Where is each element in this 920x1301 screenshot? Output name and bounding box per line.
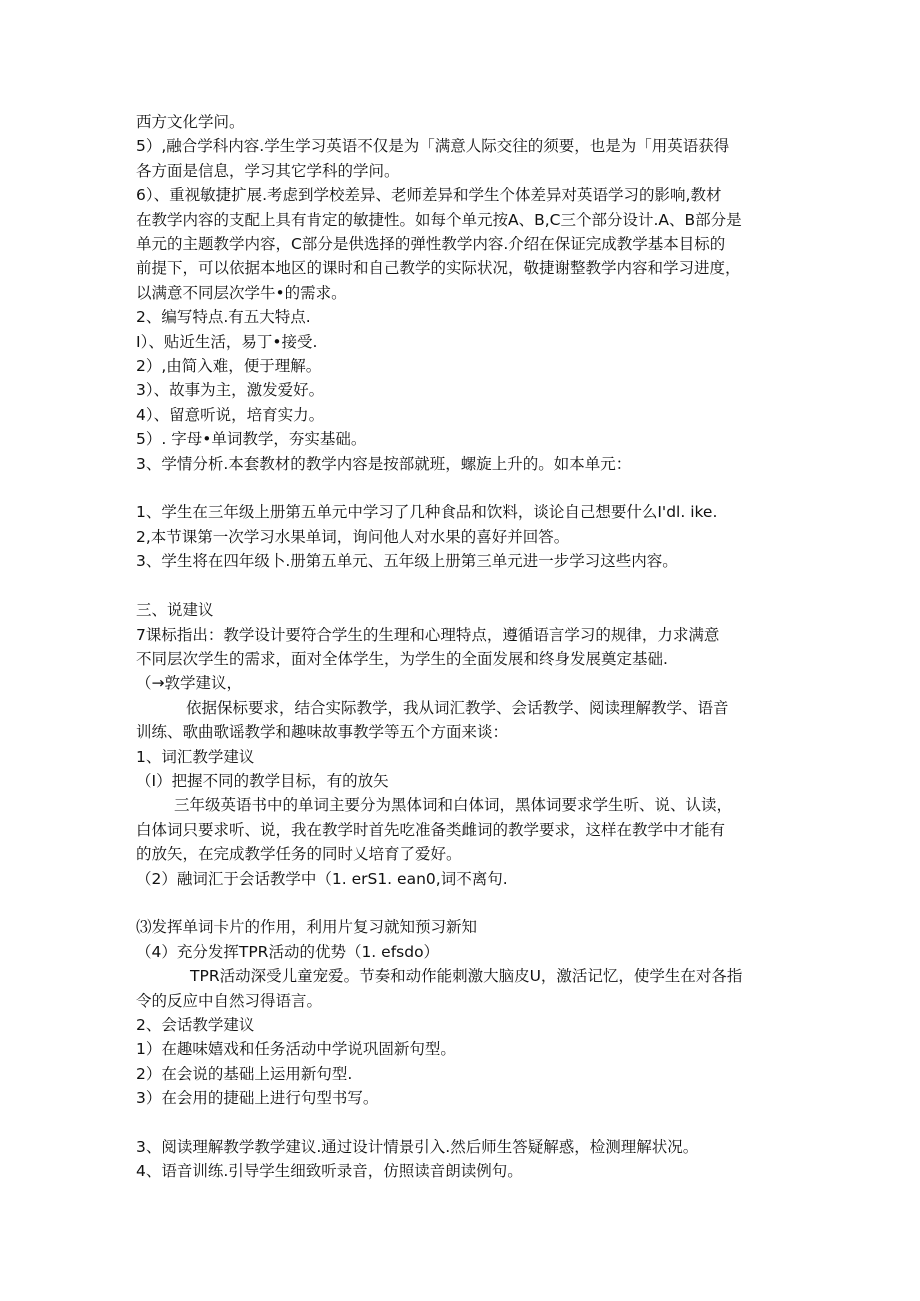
blank-line: [136, 1111, 796, 1135]
section-heading: 2、编写特点.有五大特点.: [136, 308, 311, 327]
text-line: 单元的主题教学内容，C部分是供选择的弹性教学内容.介绍在保证完成教学基本目标的: [136, 235, 726, 254]
blank-line: [136, 574, 796, 598]
text-line: 训练、歌曲歌谣教学和趣味故事教学等五个方面来谈：: [136, 723, 509, 742]
list-item: 2）,由简入难，便于理解。: [136, 357, 322, 376]
list-item: 4）、留意听说，培育实力。: [136, 405, 325, 424]
list-item: 5）. 字母•单词教学，夯实基础。: [136, 430, 367, 449]
section-heading: 1、词汇教学建议: [136, 747, 255, 766]
text-line: 西方文化学问。: [136, 113, 245, 131]
blank-line: [136, 476, 796, 500]
text-line: 的放矢，在完成教学任务的同时乂培育了爱好。: [136, 845, 462, 864]
subsection-heading: （→敦学建议，: [136, 674, 242, 693]
section-title: 三、说建议: [136, 601, 214, 620]
list-item: （4）充分发挥TPR活动的优势（1. efsdo）: [136, 942, 440, 961]
list-item: 2）在会说的基础上运用新句型.: [136, 1064, 353, 1083]
text-line: 在教学内容的支配上具有肯定的敏捷性。如每个单元按A、B,C三个部分设计.A、B部分是: [136, 210, 742, 229]
text-line: 依据保标要求，结合实际教学，我从词汇教学、会话教学、阅读理解教学、语音: [186, 698, 729, 717]
section-heading: 2、会话教学建议: [136, 1015, 255, 1034]
text-line: 各方面是信息，学习其它学科的学问。: [136, 161, 400, 180]
list-item: 1）在趣味嬉戏和任务活动中学说巩固新句型。: [136, 1040, 456, 1059]
text-line: 白体词只要求听、说，我在教学时首先吃准备类雌词的教学要求，这样在教学中才能有: [136, 820, 726, 839]
list-item: 3）在会用的捷础上进行句型书写。: [136, 1089, 379, 1108]
list-item: 3）、故事为主，激发爱好。: [136, 381, 325, 400]
list-item: 2,本节课第一次学习水果单词，询问他人对水果的喜好并回答。: [136, 527, 570, 546]
list-item: 1、学生在三年级上册第五单元中学习了几种食品和饮料，谈论自己想要什么I'dl. ike.: [136, 503, 718, 522]
list-item: （2）融词汇于会话教学中（1. erS1. ean0,词不离句.: [136, 869, 508, 888]
section-heading: 4、语音训练.引导学生细致听录音，仿照读音朗读例句。: [136, 1162, 523, 1181]
section-heading: 3、阅读理解教学教学建议.通过设计情景引入.然后师生答疑解惑，检测理解状况。: [136, 1138, 699, 1156]
text-line: 5）,融合学科内容.学生学习英语不仅是为「满意人际交往的须要，也是为「用英语获得: [136, 137, 730, 156]
text-line: 不同层次学生的需求，面对全体学生，为学生的全面发展和终身发展奠定基础.: [136, 649, 668, 668]
document-body: [136, 110, 796, 1184]
text-line: 以满意不同层次学牛•的需求。: [136, 283, 347, 302]
blank-line: [136, 891, 796, 915]
list-item: 3、学生将在四年级卜.册第五单元、五年级上册第三单元进一步学习这些内容。: [136, 552, 678, 571]
section-heading: 3、学情分析.本套教材的教学内容是按部就班，螺旋上升的。如本单元：: [136, 454, 632, 473]
text-line: 前提下，可以依据本地区的课时和自己教学的实际状况，敬捷谢整教学内容和学习进度，: [136, 259, 741, 278]
text-line: 6）、重视敏捷扩展.考虑到学校差异、老师差异和学生个体差异对英语学习的影响,教材: [136, 186, 722, 205]
text-line: TPR活动深受儿童宠爱。节奏和动作能刺激大脑皮U，激活记忆，使学生在对各指: [190, 967, 743, 986]
text-line: 7课标指出：教学设计要符合学生的生理和心理特点，遵循语言学习的规律，力求满意: [136, 625, 720, 644]
list-item: （I）把握不同的教学目标，有的放矢: [136, 771, 389, 790]
list-item: ⑶发挥单词卡片的作用，利用片复习就知预习新知: [136, 918, 478, 937]
text-line: 三年级英语书中的单词主要分为黑体词和白体词，黑体词要求学生听、说、认读，: [174, 796, 733, 815]
list-item: I）、贴近生活，易丁•接受.: [136, 332, 318, 351]
text-line: 令的反应中自然习得语言。: [136, 991, 323, 1010]
